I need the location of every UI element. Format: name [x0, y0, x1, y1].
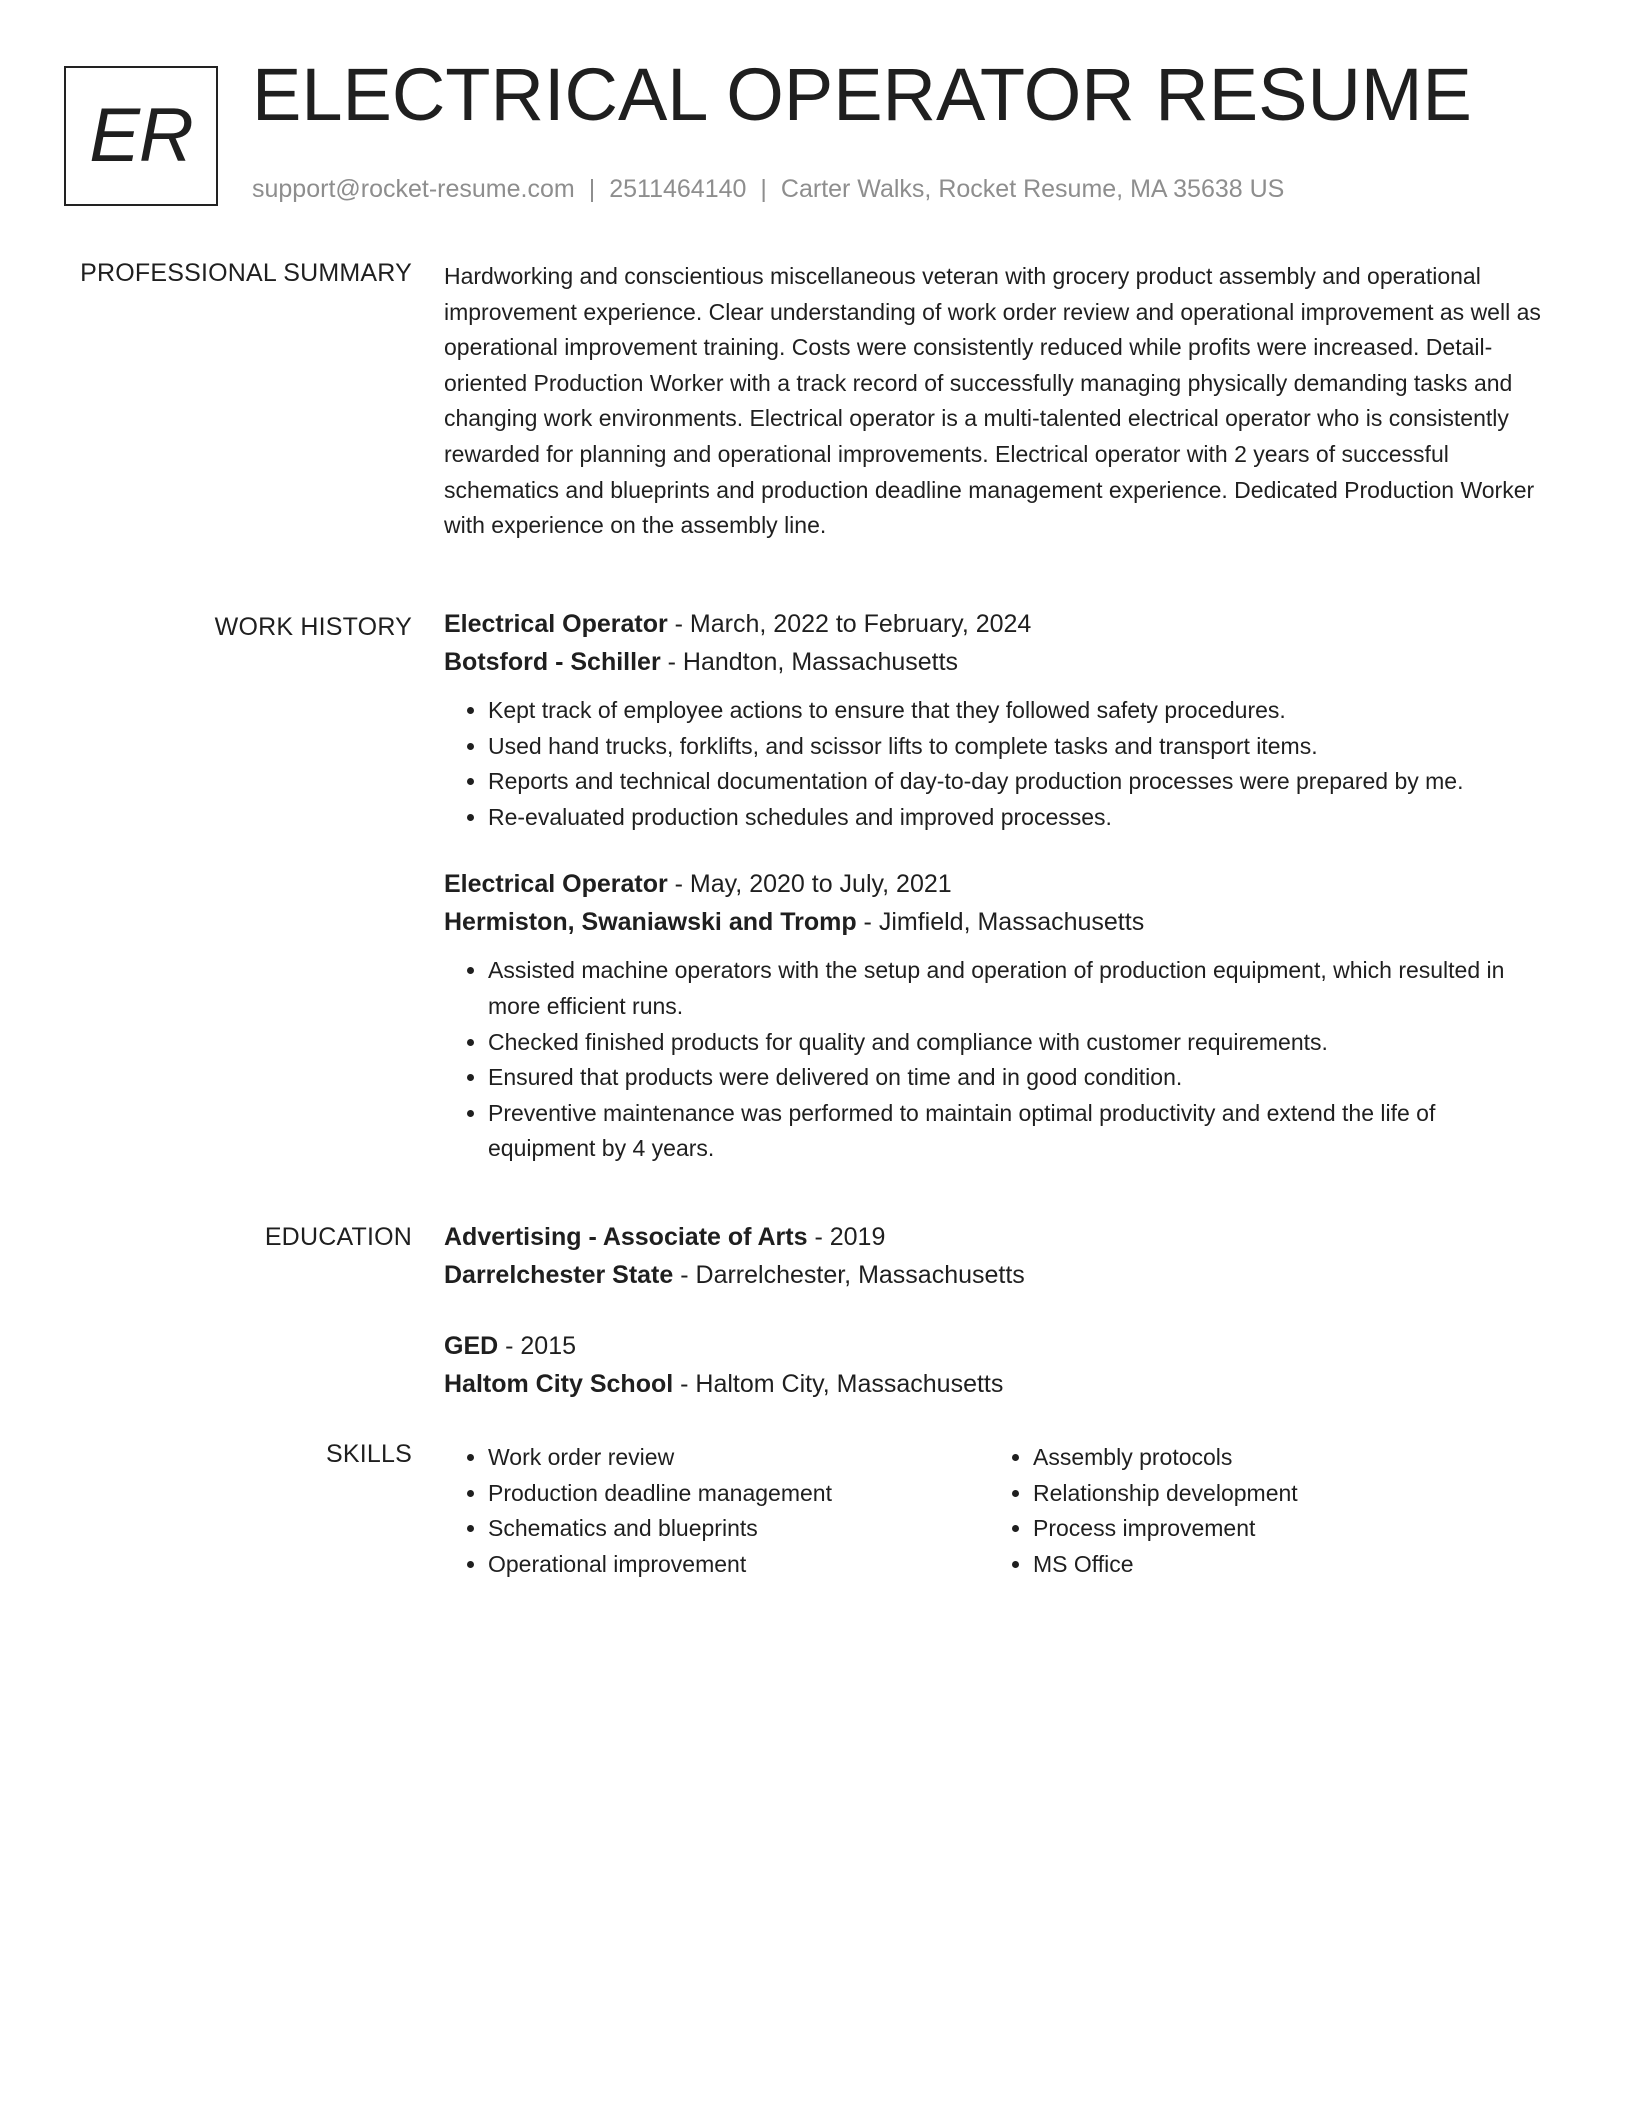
job-title-line — [444, 865, 1544, 903]
contact-separator: | — [760, 175, 767, 203]
job-entry — [444, 605, 1544, 835]
list-item: • Assembly protocols — [1033, 1440, 1534, 1476]
list-item: • Operational improvement — [488, 1547, 989, 1583]
monogram-badge — [64, 66, 218, 206]
education-year: - 2019 — [807, 1223, 886, 1251]
education-school-line — [444, 1365, 1544, 1403]
job-location: - Jimfield, Massachusetts — [856, 908, 1145, 937]
skills-list — [444, 1440, 989, 1582]
job-company: Hermiston, Swaniawski and Tromp — [444, 908, 857, 937]
skills-column-left — [444, 1440, 989, 1582]
contact-line — [252, 174, 1284, 204]
job-bullets — [444, 953, 1544, 1167]
education-location: - Darrelchester, Massachusetts — [673, 1261, 1025, 1289]
education-entry — [444, 1327, 1544, 1403]
education-degree-line — [444, 1218, 1544, 1256]
section-label-summary: PROFESSIONAL SUMMARY — [80, 259, 412, 287]
education-entry — [444, 1218, 1544, 1294]
skills-grid — [444, 1440, 1544, 1582]
contact-email: support@rocket-resume.com — [252, 175, 575, 203]
job-company-line — [444, 903, 1544, 941]
contact-separator: | — [588, 175, 596, 203]
section-label-work-history: WORK HISTORY — [214, 613, 412, 641]
skills-body — [444, 1440, 1544, 1582]
education-body — [444, 1218, 1544, 1403]
education-year: - 2015 — [498, 1332, 577, 1360]
education-school: Darrelchester State — [444, 1261, 674, 1289]
job-dates: - March, 2022 to February, 2024 — [667, 610, 1032, 638]
education-degree: GED — [444, 1332, 499, 1360]
job-company-line — [444, 643, 1544, 681]
list-item: • Schematics and blueprints — [488, 1511, 989, 1547]
list-item: • Process improvement — [1033, 1511, 1534, 1547]
section-label-education: EDUCATION — [264, 1223, 412, 1251]
list-item: • Checked finished products for quality and compliance with customer requirements. — [488, 1025, 1544, 1061]
job-company: Botsford - Schiller — [444, 648, 661, 676]
education-school: Haltom City School — [444, 1370, 674, 1398]
list-item: • Preventive maintenance was performed to maintain optimal productivity and extend the life of equipment by 4 years. — [488, 1096, 1544, 1167]
contact-phone: 2511464140 — [609, 175, 747, 203]
job-title-line — [444, 605, 1544, 643]
list-item: • Re-evaluated production schedules and improved processes. — [488, 800, 1544, 836]
education-degree-line — [444, 1327, 1544, 1365]
summary-text: Hardworking and conscientious miscellaneous veteran with grocery product assembly and operational improvement experience. Clear understanding of work order review and operational improvement as well as operational improvement training. Costs were consistently reduced while profits were increased. Detail-oriented Production Worker with a track record of successfully managing physically demanding tasks and changing work environments. Electrical operator is a multi-talented electrical operator who is consistently rewarded for planning and operational improvements. Electrical operator with 2 years of successful schematics and blueprints and production deadline management experience. Dedicated Production Worker with experience on the assembly line. — [444, 263, 1541, 539]
job-bullets — [444, 693, 1544, 835]
contact-address: Carter Walks, Rocket Resume, MA 35638 US — [780, 175, 1285, 203]
job-location: - Handton, Massachusetts — [660, 648, 959, 676]
education-location: - Haltom City, Massachusetts — [673, 1370, 1004, 1398]
resume-title: ELECTRICAL OPERATOR RESUME — [252, 53, 1472, 136]
list-item: • Reports and technical documentation of day-to-day production processes were prepared by me. — [488, 764, 1544, 800]
list-item: • Work order review — [488, 1440, 989, 1476]
monogram-initials: ER — [89, 93, 193, 178]
summary-body — [444, 259, 1544, 544]
list-item: • Used hand trucks, forklifts, and scissor lifts to complete tasks and transport items. — [488, 729, 1544, 765]
list-item: • MS Office — [1033, 1547, 1534, 1583]
job-entry — [444, 865, 1544, 1167]
job-dates: - May, 2020 to July, 2021 — [667, 870, 952, 899]
list-item: • Production deadline management — [488, 1476, 989, 1512]
list-item: • Assisted machine operators with the setup and operation of production equipment, which resulted in more efficient runs. — [488, 953, 1544, 1024]
education-degree: Advertising - Associate of Arts — [444, 1223, 808, 1251]
skills-column-right — [989, 1440, 1534, 1582]
skills-list — [989, 1440, 1534, 1582]
work-history-body — [444, 605, 1544, 1167]
education-school-line — [444, 1256, 1544, 1294]
list-item: • Relationship development — [1033, 1476, 1534, 1512]
job-title: Electrical Operator — [444, 610, 668, 638]
list-item: • Ensured that products were delivered on time and in good condition. — [488, 1060, 1544, 1096]
job-title: Electrical Operator — [444, 870, 668, 899]
section-label-skills: SKILLS — [326, 1440, 412, 1468]
list-item: • Kept track of employee actions to ensure that they followed safety procedures. — [488, 693, 1544, 729]
